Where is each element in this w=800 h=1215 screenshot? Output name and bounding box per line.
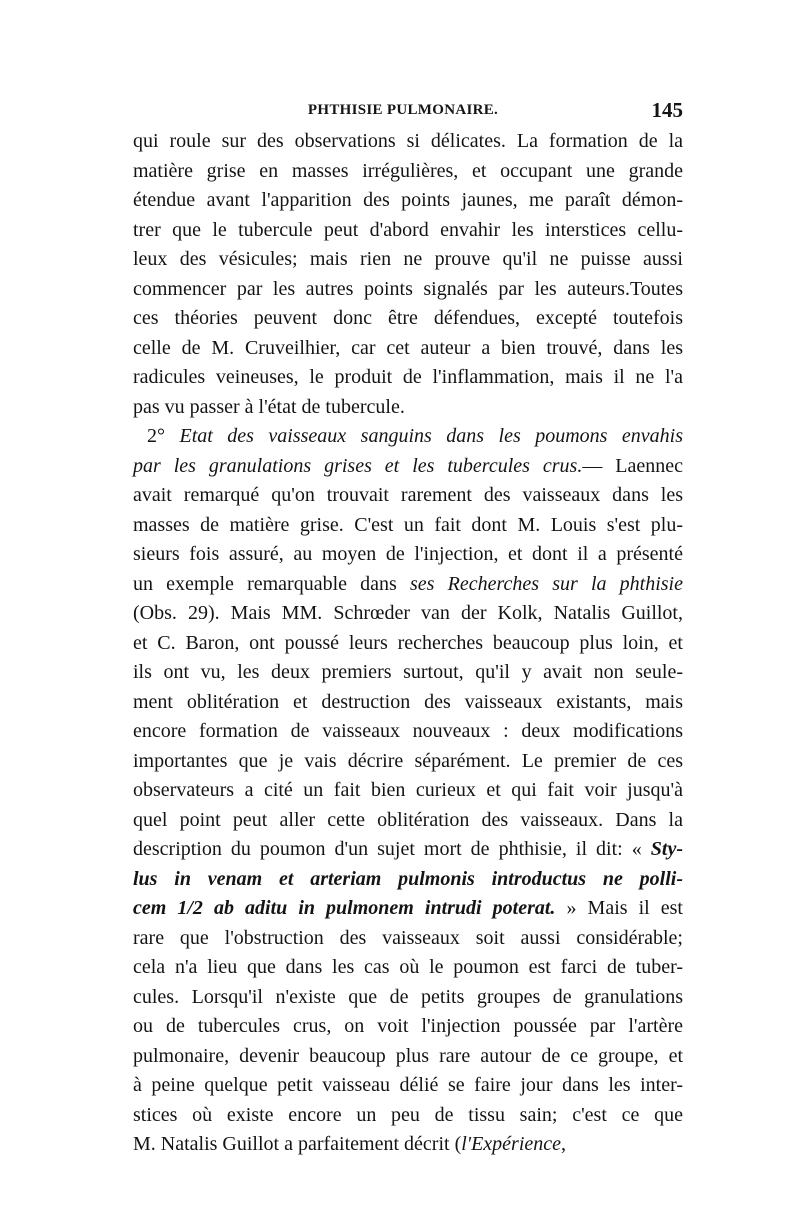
text-span: un exemple remarquable dans (133, 572, 411, 595)
text-span: ou de tubercules crus, on voit l'injection poussée par l'artère (133, 1015, 683, 1037)
text-span: — Laennec (582, 454, 683, 477)
text-line (133, 599, 683, 629)
text-line (133, 953, 683, 983)
text-line (133, 717, 683, 747)
italic-text-span: par les granulations grises et les tubercules crus. (133, 454, 583, 477)
text-span: avait remarqué qu'on trouvait rarement des vaisseaux dans les (133, 484, 683, 506)
text-line (133, 1130, 683, 1160)
text-span: M. Natalis Guillot a parfaitement décrit ( (133, 1133, 462, 1155)
text-span: sieurs fois assuré, au moyen de l'injection, et dont il a présenté (133, 543, 683, 565)
running-title: PHTHISIE PULMONAIRE. (307, 102, 499, 118)
text-line (133, 511, 683, 541)
text-line (133, 540, 683, 570)
text-line (133, 245, 683, 275)
text-span: importantes que je vais décrire séparément. Le premier de ces (133, 749, 683, 772)
text-line (133, 629, 683, 659)
text-span: et C. Baron, ont poussé leurs recherches beaucoup plus loin, et (133, 631, 683, 654)
text-span: , (561, 1133, 567, 1155)
italic-text-span: cem 1/2 ab aditu in pulmonem intrudi poterat. (133, 897, 556, 919)
text-span: encore formation de vaisseaux nouveaux : deux modifications (133, 720, 683, 742)
text-line (133, 334, 683, 364)
text-span: qui roule sur des observations si délicates. La formation de la (133, 130, 683, 152)
text-span: (Obs. 29). Mais MM. Schrœder van der Kolk, Natalis Guillot, (133, 602, 683, 624)
text-span: cules. Lorsqu'il n'existe que de petits groupes de granulations (133, 985, 683, 1008)
text-line (133, 1042, 683, 1072)
text-line (133, 1012, 683, 1042)
text-span: celle de M. Cruveilhier, car cet auteur a bien trouvé, dans les (133, 336, 683, 359)
text-span: rare que l'obstruction des vaisseaux soit aussi considérable; (133, 926, 683, 949)
text-line (133, 127, 683, 157)
text-line (133, 1101, 683, 1131)
text-span: 2° (147, 425, 180, 447)
italic-text-span: Sty- (650, 838, 683, 860)
text-span: masses de matière grise. C'est un fait dont M. Louis s'est plu- (133, 513, 683, 536)
text-span: étendue avant l'apparition des points jaunes, me paraît démon- (133, 189, 683, 211)
text-span: à peine quelque petit vaisseau délié se faire jour dans les inter- (133, 1074, 683, 1096)
text-span: » Mais il est (555, 897, 683, 919)
text-line (133, 1071, 683, 1101)
text-line (133, 865, 683, 895)
text-line (133, 806, 683, 836)
text-line (133, 157, 683, 187)
text-line (133, 363, 683, 393)
page-number: 145 (651, 98, 683, 122)
text-span: cela n'a lieu que dans les cas où le poumon est farci de tuber- (133, 956, 683, 978)
running-head (133, 98, 683, 122)
text-span: description du poumon d'un sujet mort de phthisie, il dit: « (133, 838, 651, 860)
text-line (133, 924, 683, 954)
italic-text-span: lus in venam et arteriam pulmonis introductus ne polli- (133, 867, 683, 890)
text-line (133, 894, 683, 924)
text-span: leux des vésicules; mais rien ne prouve qu'il ne puisse aussi (133, 248, 683, 270)
text-line (133, 688, 683, 718)
text-line (133, 216, 683, 246)
text-span: ment oblitération et destruction des vaisseaux existants, mais (133, 690, 683, 713)
text-line (133, 983, 683, 1013)
text-line (133, 835, 683, 865)
text-span: matière grise en masses irrégulières, et occupant une grande (133, 159, 683, 182)
text-span: commencer par les autres points signalés par les auteurs.Toutes (133, 277, 683, 300)
text-span: pas vu passer à l'état de tubercule. (133, 395, 405, 418)
italic-text-span: ses Recherches sur la phthisie (410, 572, 683, 595)
text-line (133, 570, 683, 600)
text-span: trer que le tubercule peut d'abord envahir les interstices cellu- (133, 218, 683, 241)
text-line (133, 422, 683, 452)
text-span: stices où existe encore un peu de tissu sain; c'est ce que (133, 1103, 683, 1126)
italic-text-span: Etat des vaisseaux sanguins dans les poumons envahis (179, 425, 684, 447)
text-span: radicules veineuses, le produit de l'inflammation, mais il ne l'a (133, 366, 683, 388)
text-line (133, 393, 683, 423)
text-line (133, 776, 683, 806)
text-span: observateurs a cité un fait bien curieux et qui fait voir jusqu'à (133, 779, 683, 801)
text-line (133, 658, 683, 688)
italic-text-span: l'Expérience (461, 1133, 562, 1155)
text-line (133, 747, 683, 777)
text-line (133, 275, 683, 305)
text-span: ils ont vu, les deux premiers surtout, qu'il y avait non seule- (133, 661, 683, 683)
text-line (133, 304, 683, 334)
body-text (133, 127, 683, 1160)
text-line (133, 452, 683, 482)
text-line (133, 186, 683, 216)
text-span: pulmonaire, devenir beaucoup plus rare autour de ce groupe, et (133, 1044, 683, 1067)
text-span: ces théories peuvent donc être défendues, excepté toutefois (133, 307, 683, 329)
text-line (133, 481, 683, 511)
text-span: quel point peut aller cette oblitération des vaisseaux. Dans la (133, 808, 683, 831)
